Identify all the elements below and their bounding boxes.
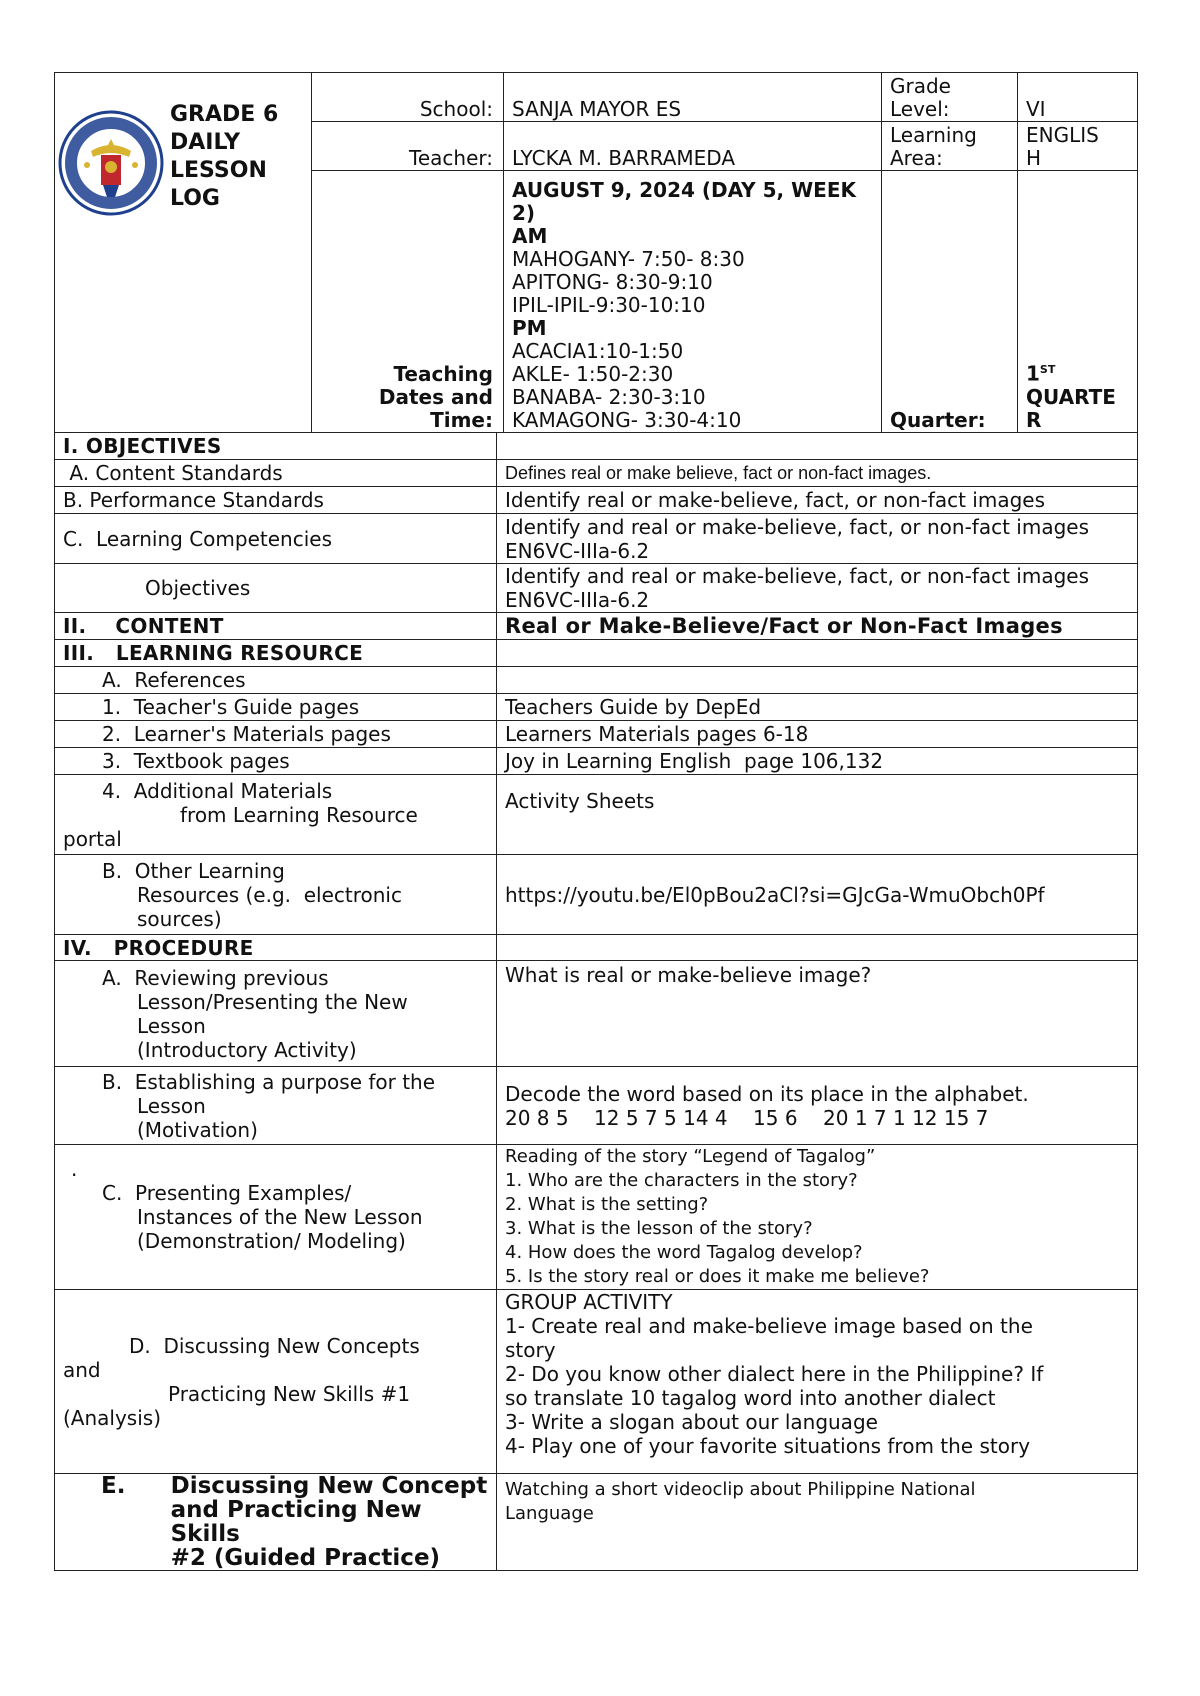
- competencies-label: C. Learning Competencies: [55, 514, 497, 564]
- table-row: [55, 1067, 1138, 1145]
- title-cell: [55, 73, 312, 433]
- objectives-label: Objectives: [55, 564, 497, 613]
- dates-label: Teaching Dates and Time:: [312, 171, 504, 433]
- table-row: [55, 613, 1138, 640]
- tb-value: Joy in Learning English page 106,132: [497, 748, 1138, 775]
- table-row: [55, 564, 1138, 613]
- content-value: Real or Make-Believe/Fact or Non-Fact Images: [497, 613, 1138, 640]
- school-label: School:: [312, 73, 504, 122]
- table-row: [55, 514, 1138, 564]
- teacher-value: LYCKA M. BARRAMEDA: [504, 122, 882, 171]
- other-resources-label: B. Other Learning Resources (e.g. electronic sources): [55, 855, 497, 935]
- competencies-value: Identify and real or make-believe, fact, or non-fact images EN6VC-IIIa-6.2: [497, 514, 1138, 564]
- area-label: Learning Area:: [882, 122, 1018, 171]
- am-slot: MAHOGANY- 7:50- 8:30: [512, 247, 745, 271]
- teacher-label: Teacher:: [312, 122, 504, 171]
- pm-slot: ACACIA1:10-1:50: [512, 339, 684, 363]
- table-row: [55, 1474, 1138, 1571]
- dates-value: AUGUST 9, 2024 (DAY 5, WEEK 2) AM MAHOGANY- 7:50- 8:30 APITONG- 8:30-9:10 IPIL-IPIL-9:30-10:10 PM ACACIA1:10-1:50 AKLE- 1:50-2:30 BANABA- 2:30-3:10 KAMAGONG- 3:30-4:10: [504, 171, 882, 433]
- header-table: [54, 72, 1138, 433]
- am-slot: APITONG- 8:30-9:10: [512, 270, 713, 294]
- procedure-e-value: Watching a short videoclip about Philippine National Language: [497, 1474, 1138, 1571]
- references-label: A. References: [55, 667, 497, 694]
- lesson-table: [54, 432, 1138, 1571]
- performance-standards-value: Identify real or make-believe, fact, or non-fact images: [497, 487, 1138, 514]
- pm-slot: KAMAGONG- 3:30-4:10: [512, 408, 742, 432]
- table-row: [55, 487, 1138, 514]
- tg-label: 1. Teacher's Guide pages: [55, 694, 497, 721]
- procedure-d-value: GROUP ACTIVITY 1- Create real and make-believe image based on the story 2- Do you know other dialect here in the Philippine? If so translate 10 tagalog word into another dialect 3- Write a slogan about our language 4- Play one of your favorite situations from the story: [497, 1290, 1138, 1474]
- table-row: [55, 935, 1138, 961]
- additional-materials-value: Activity Sheets: [497, 775, 1138, 855]
- content-standards-label: A. Content Standards: [55, 460, 497, 487]
- pm-slot: BANABA- 2:30-3:10: [512, 385, 706, 409]
- procedure-e-label: E. Discussing New Concept and Practicing New Skills #2 (Guided Practice): [55, 1474, 497, 1571]
- other-resources-link[interactable]: https://youtu.be/El0pBou2aCl?si=GJcGa-WmuObch0Pf: [497, 855, 1138, 935]
- quarter-value: 1ST QUARTE R: [1018, 171, 1138, 433]
- am-slot: IPIL-IPIL-9:30-10:10: [512, 293, 706, 317]
- table-row: [55, 433, 1138, 460]
- procedure-a-value: What is real or make-believe image?: [497, 961, 1138, 1067]
- procedure-heading: IV. PROCEDURE: [55, 935, 497, 961]
- table-row: [55, 775, 1138, 855]
- objectives-heading: I. OBJECTIVES: [55, 433, 497, 460]
- dll-title: GRADE 6 DAILY LESSON LOG: [170, 102, 279, 211]
- grade-label: Grade Level:: [882, 73, 1018, 122]
- table-row: [55, 721, 1138, 748]
- quarter-label: Quarter:: [882, 171, 1018, 433]
- tb-label: 3. Textbook pages: [55, 748, 497, 775]
- additional-materials-label: 4. Additional Materials from Learning Resource portal: [55, 775, 497, 855]
- table-row: [55, 1290, 1138, 1474]
- pm-slot: AKLE- 1:50-2:30: [512, 362, 674, 386]
- table-row: [55, 694, 1138, 721]
- lm-label: 2. Learner's Materials pages: [55, 721, 497, 748]
- area-value: ENGLIS H: [1018, 122, 1138, 171]
- grade-value: VI: [1018, 73, 1138, 122]
- tg-value: Teachers Guide by DepEd: [497, 694, 1138, 721]
- table-row: [55, 1145, 1138, 1290]
- table-row: [55, 667, 1138, 694]
- procedure-a-label: A. Reviewing previous Lesson/Presenting the New Lesson (Introductory Activity): [55, 961, 497, 1067]
- objectives-value: Identify and real or make-believe, fact, or non-fact images EN6VC-IIIa-6.2: [497, 564, 1138, 613]
- school-value: SANJA MAYOR ES: [504, 73, 882, 122]
- deped-seal-logo: [57, 109, 165, 217]
- procedure-c-value: Reading of the story “Legend of Tagalog” 1. Who are the characters in the story? 2. What is the setting? 3. What is the lesson of the story? 4. How does the word Tagalog develop? 5. Is the story real or does it make me believe?: [497, 1145, 1138, 1290]
- procedure-d-label: D. Discussing New Concepts and Practicing New Skills #1 (Analysis): [55, 1290, 497, 1474]
- table-row: [55, 640, 1138, 667]
- procedure-b-label: B. Establishing a purpose for the Lesson (Motivation): [55, 1067, 497, 1145]
- table-row: [55, 855, 1138, 935]
- procedure-b-value: Decode the word based on its place in the alphabet. 20 8 5 12 5 7 5 14 4 15 6 20 1 7 1 12 15 7: [497, 1067, 1138, 1145]
- content-heading: II. CONTENT: [55, 613, 497, 640]
- table-row: [55, 748, 1138, 775]
- performance-standards-label: B. Performance Standards: [55, 487, 497, 514]
- table-row: [55, 961, 1138, 1067]
- lm-value: Learners Materials pages 6-18: [497, 721, 1138, 748]
- table-row: [55, 460, 1138, 487]
- content-standards-value: Defines real or make believe, fact or non-fact images.: [497, 460, 1138, 487]
- procedure-c-label: . C. Presenting Examples/ Instances of the New Lesson (Demonstration/ Modeling): [55, 1145, 497, 1290]
- resources-heading: III. LEARNING RESOURCE: [55, 640, 497, 667]
